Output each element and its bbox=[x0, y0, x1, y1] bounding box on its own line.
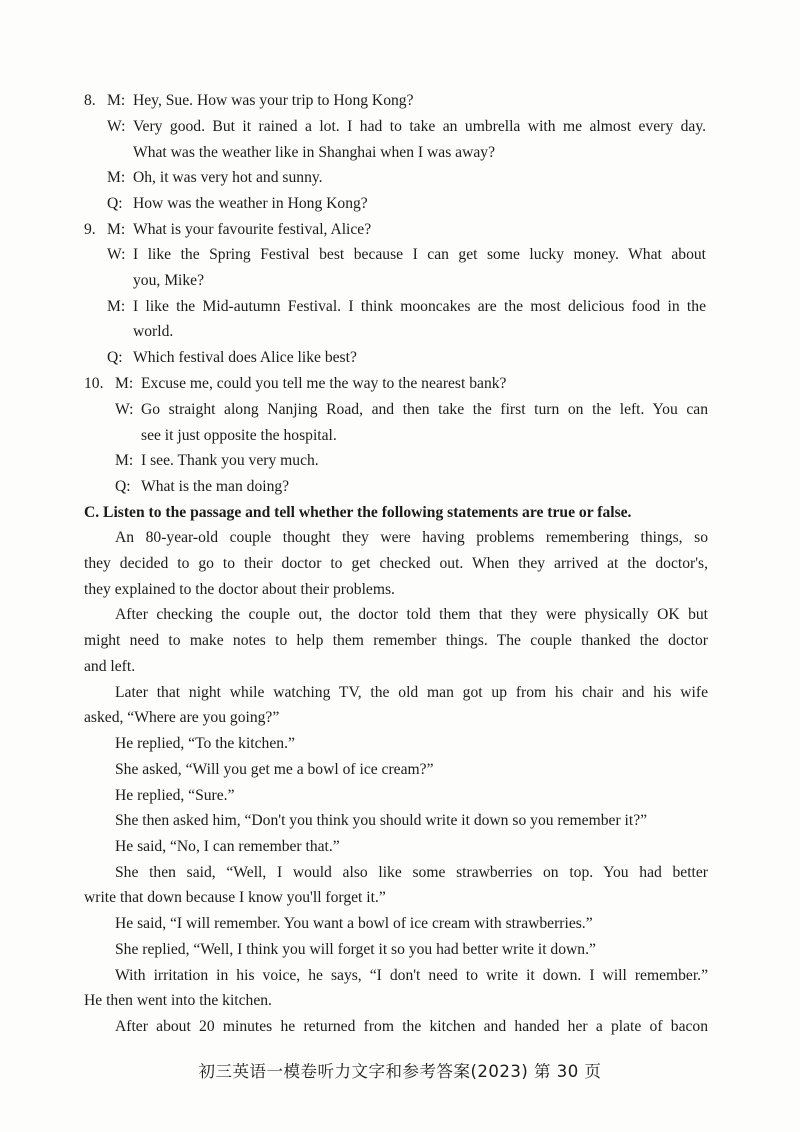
question-text: What is the man doing? bbox=[141, 478, 290, 495]
dialogue-line: Hey, Sue. How was your trip to Hong Kong? bbox=[133, 92, 414, 109]
passage-line: After checking the couple out, the doctor told them that they were physically OK but bbox=[115, 606, 708, 623]
passage-line: write that down because I know you'll forget it.” bbox=[84, 889, 386, 906]
question-text: Which festival does Alice like best? bbox=[133, 349, 357, 366]
speaker-label: M: bbox=[107, 221, 126, 238]
dialogue-line: Oh, it was very hot and sunny. bbox=[133, 169, 323, 186]
passage-line: He replied, “Sure.” bbox=[115, 787, 235, 804]
speaker-label: W: bbox=[107, 118, 126, 135]
dialogue-number: 9. bbox=[84, 221, 96, 238]
passage-line: After about 20 minutes he returned from the kitchen and handed her a plate of bacon bbox=[115, 1018, 708, 1035]
question-label: Q: bbox=[107, 349, 123, 366]
speaker-label: M: bbox=[107, 298, 126, 315]
page-footer: 初三英语一模卷听力文字和参考答案(2023) 第 30 页 bbox=[198, 1062, 602, 1081]
passage-line: She then said, “Well, I would also like some strawberries on top. You had better bbox=[115, 864, 708, 881]
passage-line: She then asked him, “Don't you think you should write it down so you remember it?” bbox=[115, 812, 648, 829]
passage-line: they decided to go to their doctor to get checked out. When they arrived at the doctor's, bbox=[84, 555, 708, 572]
dialogue-line: I see. Thank you very much. bbox=[141, 452, 319, 469]
dialogue-line-continuation: see it just opposite the hospital. bbox=[141, 427, 337, 444]
dialogue-line-continuation: you, Mike? bbox=[133, 272, 205, 289]
passage-line: He said, “I will remember. You want a bowl of ice cream with strawberries.” bbox=[115, 915, 593, 932]
passage-line: An 80-year-old couple thought they were having problems remembering things, so bbox=[115, 529, 708, 546]
passage-line: might need to make notes to help them remember things. The couple thanked the doctor bbox=[84, 632, 708, 649]
question-label: Q: bbox=[107, 195, 123, 212]
speaker-label: W: bbox=[115, 401, 134, 418]
dialogue-line: Excuse me, could you tell me the way to the nearest bank? bbox=[141, 375, 507, 392]
dialogue-line-continuation: world. bbox=[133, 323, 174, 340]
speaker-label: M: bbox=[115, 452, 134, 469]
passage-line: they explained to the doctor about their problems. bbox=[84, 581, 395, 598]
dialogue-line-continuation: What was the weather like in Shanghai when I was away? bbox=[133, 144, 495, 161]
dialogue-number: 8. bbox=[84, 92, 96, 109]
dialogue-line: Go straight along Nanjing Road, and then take the first turn on the left. You can bbox=[141, 401, 708, 418]
dialogue-number: 10. bbox=[84, 375, 104, 392]
speaker-label: M: bbox=[115, 375, 134, 392]
passage-line: Later that night while watching TV, the old man got up from his chair and his wife bbox=[115, 684, 708, 701]
speaker-label: M: bbox=[107, 92, 126, 109]
passage-line: She replied, “Well, I think you will forget it so you had better write it down.” bbox=[115, 941, 596, 958]
speaker-label: W: bbox=[107, 246, 126, 263]
dialogue-line: I like the Spring Festival best because I can get some lucky money. What about bbox=[133, 246, 706, 263]
passage-line: asked, “Where are you going?” bbox=[84, 709, 280, 726]
dialogue-line: What is your favourite festival, Alice? bbox=[133, 221, 372, 238]
passage-line: With irritation in his voice, he says, “I don't need to write it down. I will remember.” bbox=[115, 967, 708, 984]
question-text: How was the weather in Hong Kong? bbox=[133, 195, 368, 212]
dialogue-line: I like the Mid-autumn Festival. I think mooncakes are the most delicious food in the bbox=[133, 298, 706, 315]
passage-line: He then went into the kitchen. bbox=[84, 992, 272, 1009]
passage-line: She asked, “Will you get me a bowl of ice cream?” bbox=[115, 761, 434, 778]
question-label: Q: bbox=[115, 478, 131, 495]
passage-line: and left. bbox=[84, 658, 136, 675]
passage-line: He replied, “To the kitchen.” bbox=[115, 735, 295, 752]
section-c-heading: C. Listen to the passage and tell whether the following statements are true or false. bbox=[84, 504, 632, 521]
speaker-label: M: bbox=[107, 169, 126, 186]
passage-line: He said, “No, I can remember that.” bbox=[115, 838, 340, 855]
dialogue-line: Very good. But it rained a lot. I had to take an umbrella with me almost every day. bbox=[133, 118, 706, 135]
